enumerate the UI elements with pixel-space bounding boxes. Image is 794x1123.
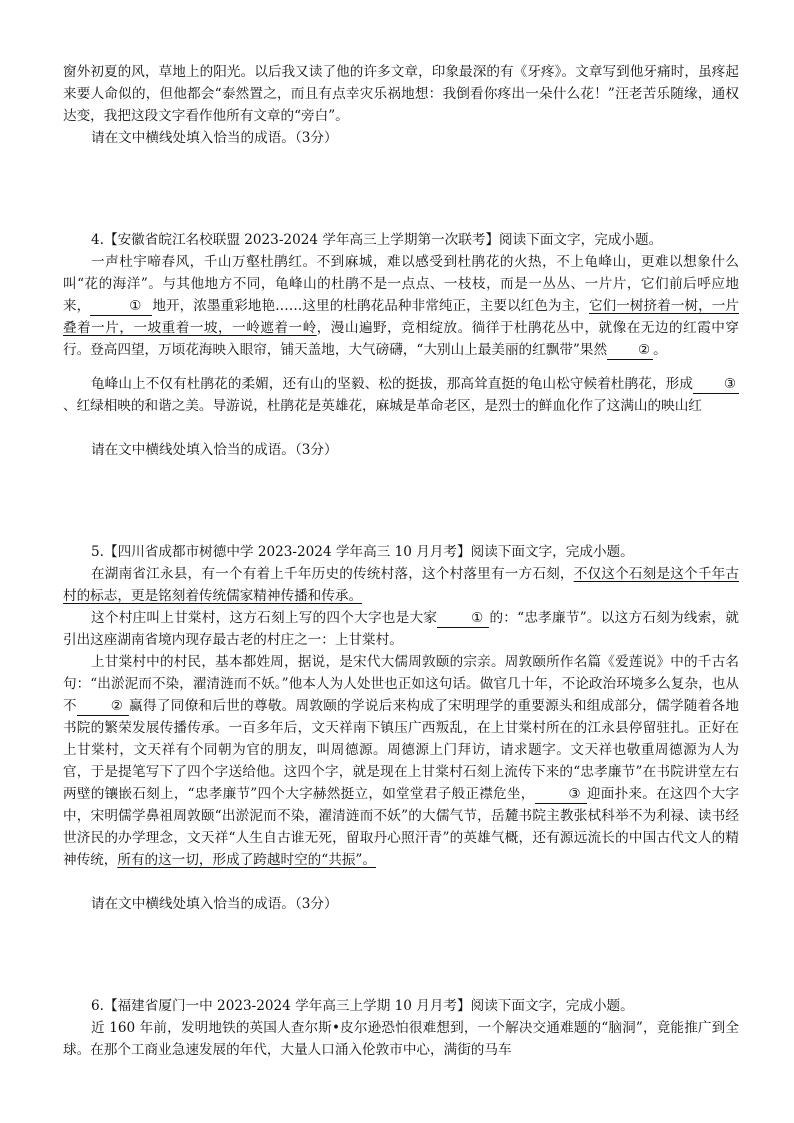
q5-text: 迎面扑来。在这四个大字中，宋明儒学鼻祖周敦颐“出淤泥而不染，濯清涟而不妖”的大儒气节，岳麓书院主教张栻科举不为利禄、读书经世济民的办学理念，文天祥“人生自古谁无死，留取丹心照汗青”的英雄气概，还有源远流长的中国古代文人的精神传统，: [63, 786, 740, 868]
q4-underlined-sentence: 它们一树挤着一树，一片叠着一片，一坡重着一坡，一岭遮着一岭: [63, 298, 740, 336]
q5-text: 赢得了同僚和后世的尊敬。周敦颐的学说后来构成了宋明理学的重要源头和组成部分，儒学随着各地书院的繁荣发展传播传承。一百多年后，文天祥南下镇压广西叛乱，在上甘棠村所在的江永县停留驻扎。正好在上甘棠村，文天祥有个同朝为官的朋友，叫周德源。周德源上门拜访，请求题字。文天祥也敬重周德源为人为官，于是提笔写下了四个字送给他。这四个字，就是现在上甘棠村石刻上流传下来的“忠孝廉节”在书院讲堂左右两壁的镶嵌石刻上，“忠孝廉节”四个大字赫然挺立，如堂堂君子般正襟危坐，: [63, 698, 740, 802]
question-prompt: 请在文中横线处填入恰当的成语。（3分）: [91, 130, 338, 146]
question-5-paragraph-2: [63, 607, 739, 651]
q5-text: 这个村庄叫上甘棠村，这方石刻上写的四个大字也是大家: [91, 610, 438, 626]
q4-blank-3: ③: [693, 375, 739, 394]
q5-text: 上甘棠村中的村民，基本都姓周，据说，是宋代大儒周敦颐的宗亲。周敦颐所作名篇《爱莲说》中的千古名句：“出淤泥而不染，濯清涟而不妖。”他本人为人处世也正如这句话。做官几十年，不论政治环境多么复杂，也从不: [63, 654, 739, 714]
question-4-paragraph-2: [63, 373, 739, 417]
q4-text: 。: [653, 342, 667, 358]
q4-text: 龟峰山上不仅有杜鹃花的柔媚，还有山的坚毅、松的挺拔，那高耸直挺的龟山松守候着杜鹃花，形成: [91, 376, 693, 392]
q4-text: 地开，浓墨重彩地艳……这里的杜鹃花品种非常纯正，主要以红色为主，: [152, 298, 589, 314]
q5-blank-3: ③: [535, 785, 587, 804]
q5-text: 的：“忠孝廉节”。以这方石刻为线索，就引出这座湖南省境内现存最古老的村庄之一：上甘棠村。: [63, 610, 739, 648]
question-4-paragraph-1: [63, 251, 739, 361]
question-prompt: 请在文中横线处填入恰当的成语。（3分）: [91, 896, 338, 912]
q4-text: ，漫山遍野，竞相绽放。徜徉于杜鹃花丛中，就像在无边的红霞中穿行。登高四望，万顷花海映入眼帘，铺天盖地，大气磅礴，“大别山上最美丽的红飘带”果然: [63, 320, 739, 358]
q5-blank-2: ②: [77, 697, 129, 716]
question-5-paragraph-3: [63, 651, 739, 871]
q4-text: 一声杜宇啼春风，千山万壑杜鹃红。不到麻城，难以感受到杜鹃花的火热，不上龟峰山，更难以想象什么叫“花的海洋”。与其他地方不同，龟峰山的杜鹃不是一点点、一枝枝，而是一丛丛、一片片，它们前后呼应地来，: [63, 254, 739, 314]
passage-continuation: 窗外初夏的风，草地上的阳光。以后我又读了他的许多文章，印象最深的有《牙疼》。文章写到他牙痛时，虽疼起来要人命似的，但他都会“泰然置之，而且有点幸灾乐祸地想：我倒看你疼出一朵什么花！”汪老苦乐随缘，通权达变，我把这段文字看作他所有文章的“旁白”。: [63, 64, 739, 124]
question-4-heading: 4.【安徽省皖江名校联盟 2023-2024 学年高三上学期第一次联考】阅读下面文字，完成小题。: [91, 232, 663, 248]
question-prompt: 请在文中横线处填入恰当的成语。（3分）: [91, 442, 338, 458]
q5-text: 在湖南省江永县，有一个有着上千年历史的传统村落，这个村落里有一方石刻，: [91, 566, 574, 582]
question-6-heading: 6.【福建省厦门一中 2023-2024 学年高三上学期 10 月月考】阅读下面文字，完成小题。: [91, 998, 634, 1014]
q4-blank-1: ①: [90, 297, 152, 316]
q5-underlined-sentence: 不仅这个石刻是这个千年古村的标志，更是铭刻着传统儒家精神传播和传承。: [63, 566, 740, 604]
q5-underlined-sentence: 所有的这一切，形成了跨越时空的“共振”。: [117, 852, 376, 868]
question-6-paragraph-1: 近 160 年前，发明地铁的英国人查尔斯•皮尔逊恐怕很难想到，一个解决交通难题的“脑洞”，竟能推广到全球。在那个工商业急速发展的年代，大量人口涌入伦敦市中心，满街的马车: [63, 1020, 739, 1058]
q4-text: 、红绿相映的和谐之美。导游说，杜鹃花是英雄花，麻城是革命老区，是烈士的鲜血化作了这满山的映山红: [63, 398, 702, 414]
question-5-heading: 5.【四川省成都市树德中学 2023-2024 学年高三 10 月月考】阅读下面文字，完成小题。: [91, 544, 634, 560]
q5-blank-1: ①: [437, 609, 489, 628]
q4-blank-2: ②: [607, 341, 653, 360]
question-5-paragraph-1: [63, 563, 739, 607]
